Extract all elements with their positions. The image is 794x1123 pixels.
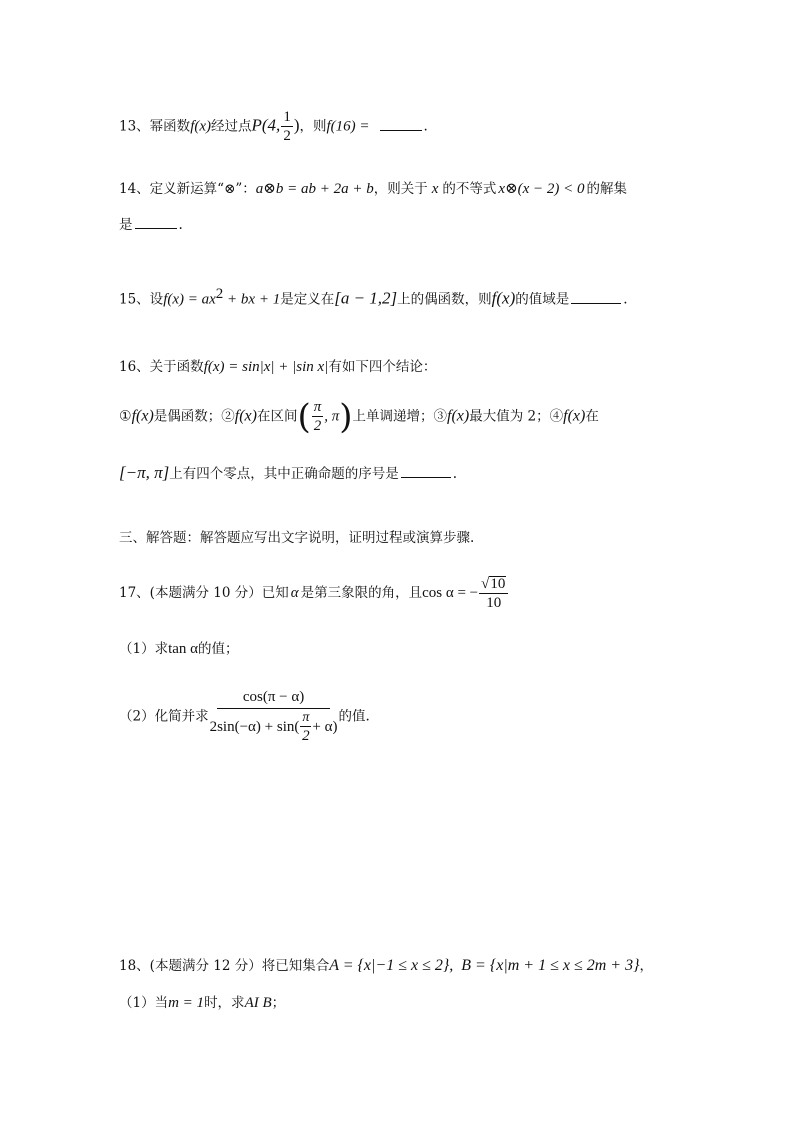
q16-c1-text: 是偶函数；② [153,408,235,425]
q14-period: . [178,217,183,233]
q18-set-a: A = {x|−1 ≤ x ≤ 2}, [329,957,454,974]
q17-tan: tan α [168,641,199,657]
q15-interval: [a − 1,2] [334,288,398,308]
q16-func: f(x) = sin|x| + |sin x| [203,359,329,375]
q18-part1-mid: 时，求 [204,995,245,1011]
q13-answer-blank [380,129,422,131]
question-14-line2 [119,219,183,233]
q14-def: a⊗b = ab + 2a + b [255,181,374,197]
q15-period: . [623,291,628,308]
q18-set-b: B = {x|m + 1 ≤ x ≤ 2m + 3} [461,957,640,974]
q15-answer-blank [571,302,621,304]
q13-f16: f(16) = [326,118,370,135]
q15-func2: + bx + 1 [223,291,281,308]
q15-mid2: 上的偶函数，则 [397,291,492,308]
question-17-part2 [119,690,370,744]
q13-prefix: 13、幂函数 [119,118,191,135]
q13-point-pre: P(4, [251,115,281,135]
q18-part1-pre: （1）当 [119,995,169,1011]
q16-c2-fx: f(x) [234,407,257,425]
question-14 [119,182,627,197]
question-16-conclusions [119,397,599,437]
q13-mid: 经过点 [211,118,252,135]
question-16-line3 [119,464,457,482]
q13-period: . [423,118,428,135]
q13-point-post: ) [293,115,300,135]
q16-pi-fraction: $\frac{\pi}{2}$ [313,399,322,434]
q15-func: f(x) = ax [163,291,216,308]
question-18 [119,958,653,974]
q18-m1: m = 1 [168,995,205,1011]
q16-interval: [−π, π] [119,463,170,482]
q18-prefix: 18、(本题满分 12 分）将已知集合 [119,958,330,974]
q17-part1-pre: （1）求 [119,641,169,657]
q16-c4-text: 在 [585,408,599,425]
q16-c3-text: 最大值为 2；④ [469,408,564,425]
q16-left-paren: ( [297,397,311,437]
q15-mid: 是定义在 [280,291,335,308]
q16-c2-tail: 上单调递增；③ [352,408,448,425]
q15-exp: 2 [215,286,224,302]
q17-fraction: $\frac{√10}{10}$ [479,576,508,611]
q18-part1-tail: ； [271,995,286,1011]
q17-part2-pre: （2）化简并求 [119,708,209,725]
q17-cos: cos α = − [422,585,479,601]
q13-then: ，则 [299,118,327,135]
q14-line2: 是 [119,217,133,233]
q16-period: . [452,466,458,482]
q17-alpha: α [290,585,299,601]
q16-c2-text: 在区间 [256,408,298,425]
q16-intro-tail: 有如下四个结论： [328,359,437,375]
section-3-heading: 三、解答题：解答题应写出文字说明，证明过程或演算步骤. [119,530,475,546]
q14-tail: 的解集 [586,181,628,197]
q17-prefix: 17、(本题满分 10 分）已知 [119,585,289,601]
question-18-part1 [119,996,285,1011]
q14-prefix: 14、定义新运算“⊗”： [119,181,256,197]
q14-var: x [431,181,439,197]
q14-mid2: 的不等式 [442,181,497,197]
q17-part2-fraction: cos(π − α) 2sin(−α) + sin( $\frac{\pi}{2}$ + α) [209,689,338,744]
question-17-part1 [119,642,239,657]
q16-intro-prefix: 16、关于函数 [119,359,204,375]
q16-c3-fx: f(x) [447,407,470,425]
q16-c4-fx: f(x) [563,407,586,425]
q16-line3-tail: 上有四个零点，其中正确命题的序号是 [169,466,399,482]
question-13 [119,110,428,144]
q14-mid: ，则关于 [373,181,428,197]
q14-answer-blank [135,227,177,229]
question-15 [119,287,628,308]
q16-c1-fx: f(x) [131,407,154,425]
q13-fraction: $\frac{1}{2}$ [283,109,291,144]
q16-answer-blank [401,476,451,478]
q13-fx: f(x) [190,118,212,135]
q16-right-paren: ) [339,397,353,437]
question-17 [119,576,509,611]
q16-c1-mark: ① [119,408,132,425]
q18-comma: ， [639,958,653,974]
q16-comma-pi: , π [324,408,340,425]
q17-part2-tail: 的值. [338,708,370,725]
q15-prefix: 15、设 [119,291,164,308]
q15-tail: 的值域是 [515,291,570,308]
q18-ab: AI B [244,995,272,1011]
q17-part1-tail: 的值； [198,641,239,657]
q17-mid: 是第三象限的角，且 [300,585,423,601]
q15-fx: f(x) [491,288,516,308]
q14-ineq: x⊗(x − 2) < 0 [498,181,585,197]
question-16 [119,360,436,375]
